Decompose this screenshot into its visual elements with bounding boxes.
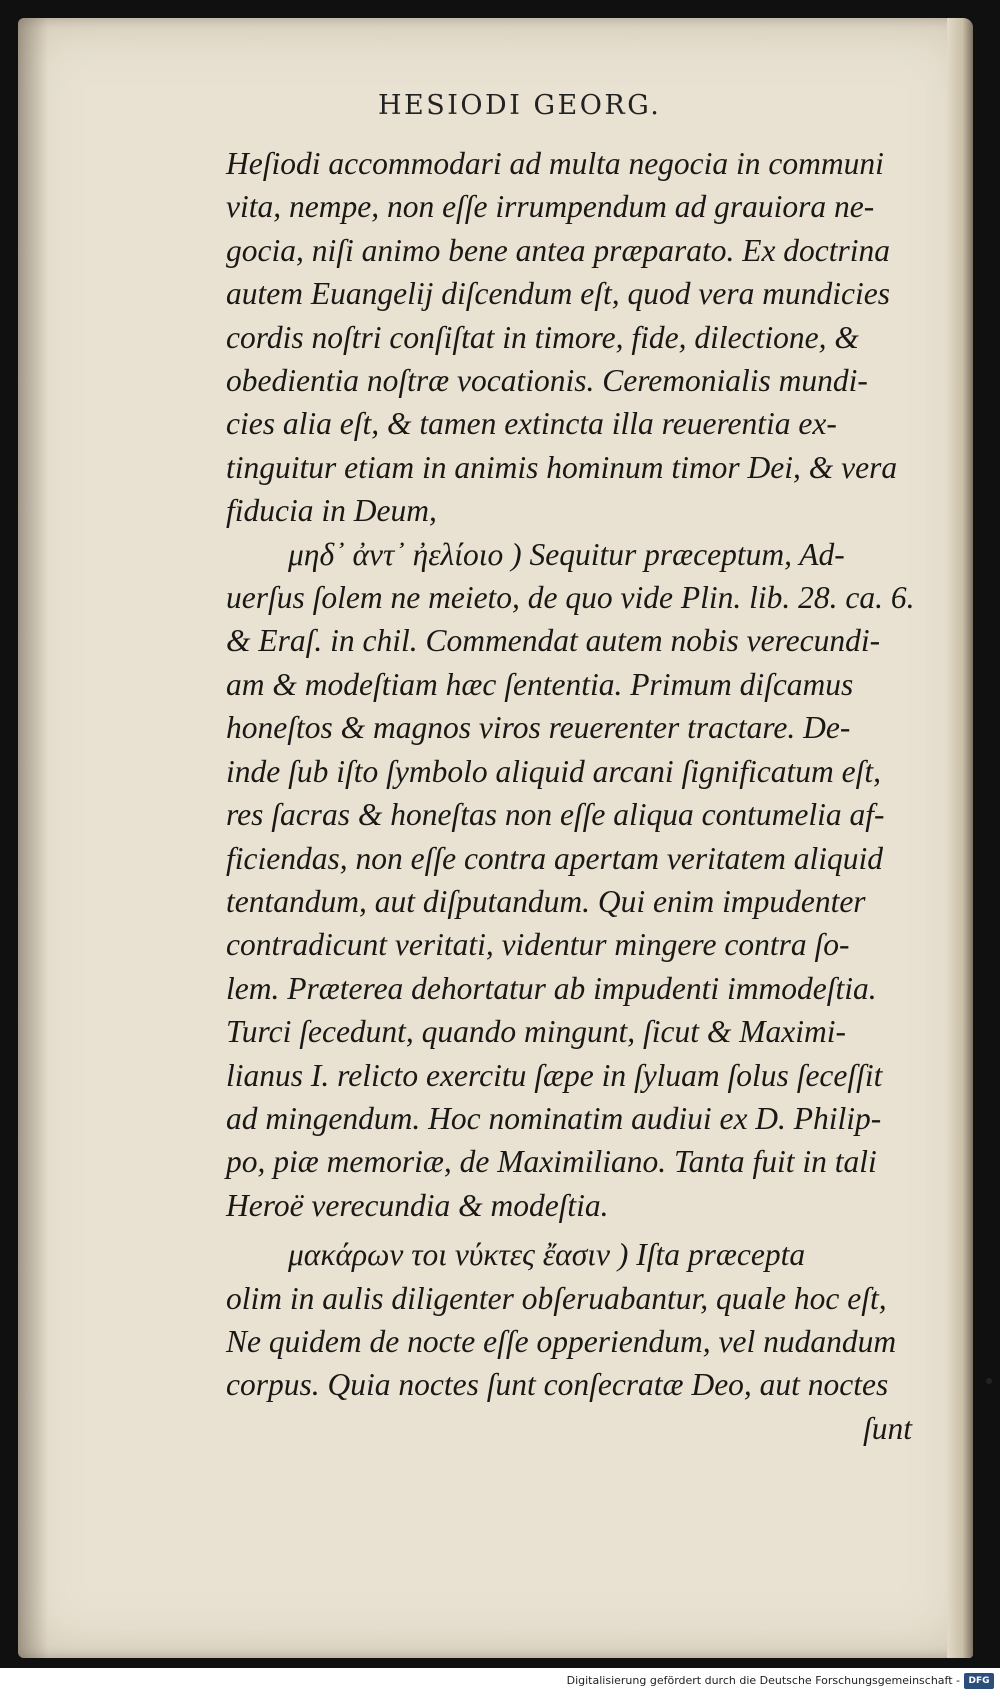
text-line: tinguitur etiam in animis hominum timor Dei, & vera (226, 449, 898, 485)
text-line: & Eraſ. in chil. Commendat autem nobis verecundi- (226, 623, 881, 659)
text-line: Heſiodi accommodari ad multa negocia in communi (226, 146, 884, 181)
text-line: res ſacras & honeſtas non eſſe aliqua contumelia af- (226, 797, 885, 833)
gutter-shadow (18, 18, 48, 1658)
text-line: ad mingendum. Hoc nominatim audiui ex D. Philip- (226, 1100, 882, 1136)
text-line: Ne quidem de nocte eſſe opperiendum, vel nudandum (226, 1323, 897, 1359)
text-line: po, piæ memoriæ, de Maximiliano. Tanta fuit in tali (226, 1144, 877, 1180)
dfg-logo: DFG (964, 1673, 994, 1689)
text-line: ficiendas, non eſſe contra apertam veritatem aliquid (226, 840, 884, 876)
text-line: μηδ᾽ ἀντ᾽ ἠελίοιο ) Sequitur præceptum, Ad- (288, 536, 845, 572)
text-line: μακάρων τοι νύκτες ἔασιν ) Iſta præcepta (288, 1237, 806, 1273)
body-text (226, 142, 916, 1450)
text-line: tentandum, aut diſputandum. Qui enim impudenter (226, 883, 866, 919)
text-line: Turci ſecedunt, quando mingunt, ſicut & Maximi- (226, 1014, 847, 1050)
text-line: lem. Præterea dehortatur ab impudenti immodeſtia. (226, 970, 877, 1006)
margin-mark (986, 1378, 992, 1384)
text-line: cies alia eſt, & tamen extincta illa reuerentia ex- (226, 406, 837, 442)
text-line: cordis noſtri conſiſtat in timore, fide, dilectione, & (226, 319, 859, 355)
footer-bar (0, 1668, 1000, 1697)
text-line: obedientia noſtræ vocationis. Ceremonialis mundi- (226, 363, 868, 399)
text-line: lianus I. relicto exercitu ſæpe in ſyluam ſolus ſeceſſit (226, 1057, 883, 1093)
text-line: uerſus ſolem ne meieto, de quo vide Plin. lib. 28. ca. 6. (226, 580, 915, 616)
page-edge (947, 18, 973, 1658)
text-line: honeſtos & magnos viros reuerenter tractare. De- (226, 710, 851, 746)
text-line: Heroë verecundia & modeſtia. (226, 1187, 609, 1223)
text-line: gocia, niſi animo bene antea præparato. Ex doctrina (226, 232, 891, 268)
text-line: autem Euangelij diſcendum eſt, quod vera mundicies (226, 276, 890, 312)
text-line: contradicunt veritati, videntur mingere contra ſo- (226, 927, 850, 963)
funding-notice: Digitalisierung gefördert durch die Deutsche Forschungsgemeinschaft - (566, 1674, 960, 1687)
text-line: am & modeſtiam hæc ſententia. Primum diſcamus (226, 666, 854, 702)
running-head: HESIODI GEORG. (378, 90, 662, 121)
text-line: vita, nempe, non eſſe irrumpendum ad grauiora ne- (226, 189, 875, 225)
text-line: corpus. Quia noctes ſunt conſecratæ Deo, aut noctes (226, 1367, 889, 1403)
text-line: ſunt (862, 1410, 912, 1446)
text-line: inde ſub iſto ſymbolo aliquid arcani ſignificatum eſt, (226, 753, 882, 789)
text-line: fiducia in Deum, (226, 493, 437, 529)
text-line: olim in aulis diligenter obſeruabantur, quale hoc eſt, (226, 1280, 887, 1316)
book-page (18, 18, 973, 1658)
